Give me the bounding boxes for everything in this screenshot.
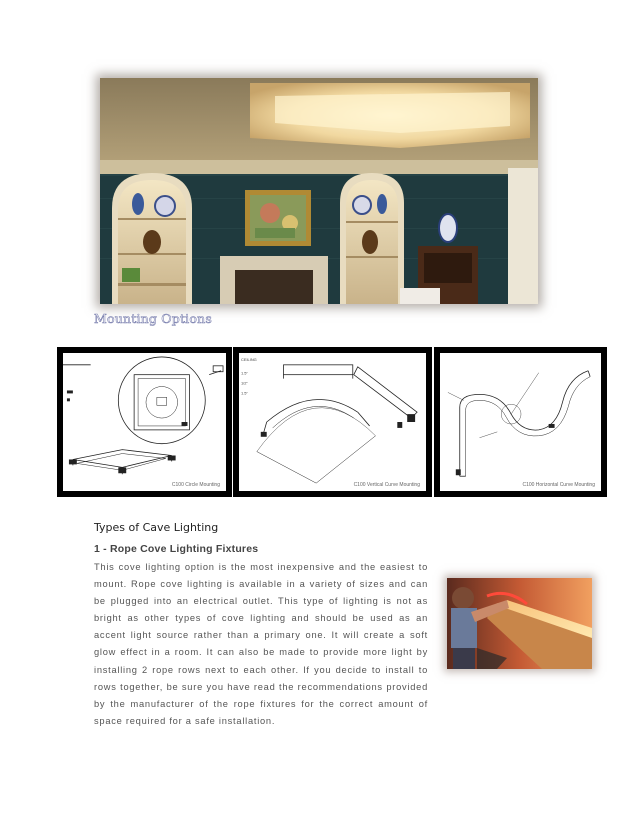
subsection-title: 1 - Rope Cove Lighting Fixtures (94, 543, 259, 555)
svg-text:1/2": 1/2" (240, 380, 248, 386)
svg-text:1.5": 1.5" (240, 390, 248, 396)
diagram-caption: C100 Horizontal Curve Mounting (522, 482, 595, 488)
section-title: Types of Cave Lighting (94, 521, 219, 534)
mounting-options-heading: Mounting Options (94, 311, 212, 326)
vertical-curve-diagram (233, 347, 432, 497)
body-paragraph: This cove lighting option is the most inexpensive and the easiest to mount. Rope cove lighting is available in a variety of sizes and can be plugged into an electrical outlet. This type of lighting is not as bright as other types of cove lighting and should be used as an accent light source rather than a primary one. It will create a soft glow effect in a room. It can also be made to provide more light by installing 2 rope rows next to each other. If you decide to install to rows together, be sure you have read the recommendations provided by the manufacturer of the rope fixtures for the correct amount of space required for a safe installation. (94, 562, 428, 726)
installer-photo (447, 578, 592, 669)
diagram-caption: C100 Circle Mounting (171, 482, 220, 488)
horizontal-curve-diagram (434, 347, 607, 497)
svg-text:1.5": 1.5" (240, 370, 248, 376)
room-photo (100, 78, 538, 304)
circle-mounting-diagram (57, 347, 232, 497)
diagram-caption: C100 Vertical Curve Mounting (353, 482, 420, 488)
svg-text:CEILING: CEILING (240, 356, 257, 362)
